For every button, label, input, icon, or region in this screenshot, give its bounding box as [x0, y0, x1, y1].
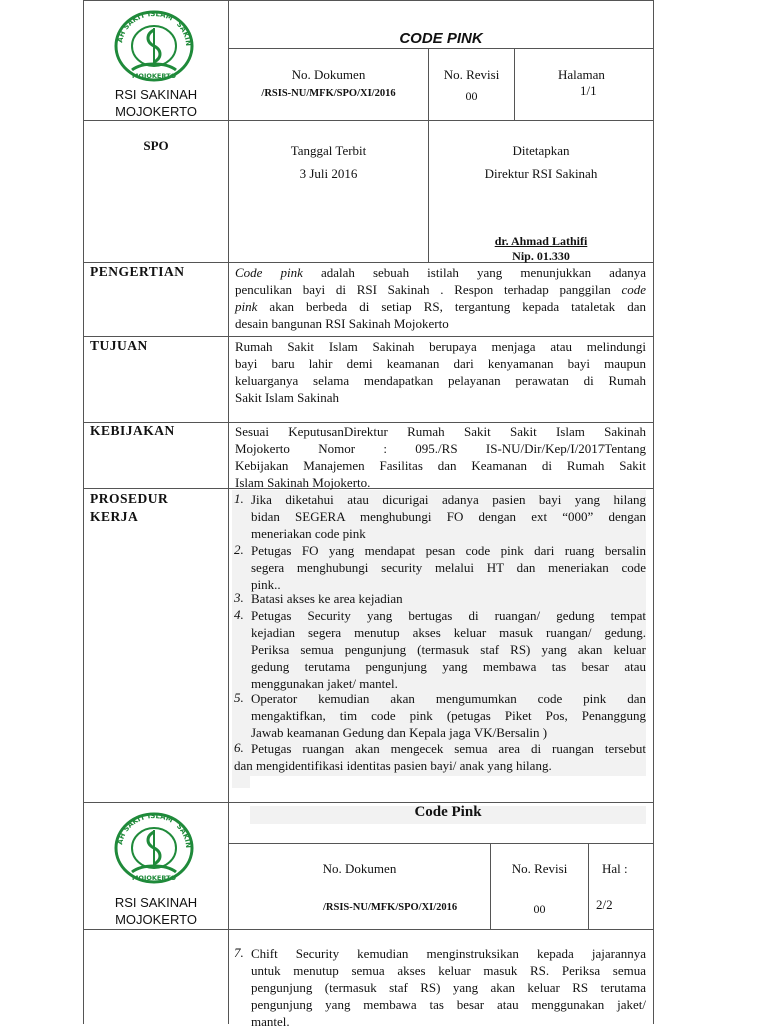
halaman-value: 1/1 — [580, 83, 597, 98]
rule — [653, 0, 654, 1024]
hospital-city: MOJOKERTO — [115, 104, 197, 119]
list-item: Petugas Security yang bertugas di ruangan/ gedung tempat kejadian segera menutup akses keluar masuk ruangan/ gedung. Periksa semua pengunjung (termasuk staf RS) yang akan keluar gedung terutama pengunjung yang membawa tas besar atau menggunakan jaket/ mantel. — [251, 608, 646, 691]
list-number: 7. — [234, 945, 244, 960]
no-dokumen-label: No. Dokumen — [291, 67, 366, 82]
list-number: 4. — [234, 607, 244, 622]
list-number: 1. — [234, 491, 244, 506]
hospital-city: MOJOKERTO — [115, 912, 197, 927]
shaded-area — [232, 776, 250, 788]
no-dokumen-value: /RSIS-NU/MFK/SPO/XI/2016 — [261, 88, 396, 99]
kerja-label: KERJA — [90, 509, 139, 524]
hospital-name: RSI SAKINAH — [114, 87, 198, 102]
page-title: CODE PINK — [399, 30, 483, 47]
pengertian-label: PENGERTIAN — [90, 264, 185, 279]
hal-label: Hal : — [602, 861, 628, 876]
list-number: 3. — [234, 590, 244, 605]
list-item: Batasi akses ke area kejadian — [251, 591, 403, 606]
direktur-label: Direktur RSI Sakinah — [484, 166, 598, 181]
hal-value: 2/2 — [596, 897, 613, 912]
tanggal-label: Tanggal Terbit — [290, 143, 367, 158]
logo-text-top: AH SAKIT ISLAM "SAKIN — [116, 9, 193, 47]
list-number: 2. — [234, 542, 244, 557]
rule — [228, 48, 654, 49]
spo-label: SPO — [143, 138, 169, 153]
rule — [514, 48, 515, 120]
rule — [83, 0, 654, 1]
tanggal-value: 3 Juli 2016 — [299, 166, 358, 181]
logo-text-bottom: MOJOKERTO — [131, 874, 177, 882]
hospital-logo — [112, 810, 196, 884]
logo-text-top: AH SAKIT ISLAM "SAKIN — [116, 811, 193, 849]
signer-name: dr. Ahmad Lathifi — [494, 234, 588, 248]
hospital-logo — [112, 8, 196, 82]
hospital-name: RSI SAKINAH — [114, 895, 198, 910]
no-dokumen-value: /RSIS-NU/MFK/SPO/XI/2016 — [323, 902, 458, 913]
rule — [83, 802, 654, 803]
kebijakan-text: Sesuai KeputusanDirektur Rumah Sakit Sakit Islam Sakinah Mojokerto Nomor : 095./RS IS-NU/Dir/Kep/I/2017Tentang Kebijakan Manajemen Fasilitas dan Keamanan di Rumah Sakit Islam Sakinah Mojokerto. — [235, 424, 646, 490]
no-revisi-value: 00 — [465, 89, 478, 103]
list-item: Chift Security kemudian menginstruksikan kepada jajarannya untuk menutup semua akses keluar masuk RS. Periksa semua pengunjung (termasuk staf RS) yang akan keluar RS terutama pengunjung yang membawa tas besar atau menggunakan jaket/ mantel. — [251, 946, 646, 1029]
logo-text-bottom: MOJOKERTO — [131, 72, 177, 80]
svg-text:RUMAH SAKIT ISLAM "SAKINAH" — [112, 8, 192, 47]
list-number: 6. — [234, 740, 244, 755]
prosedur-label: PROSEDUR — [90, 491, 169, 506]
svg-text:RUMAH SAKIT ISLAM "SAKINAH" — [112, 810, 192, 849]
tujuan-label: TUJUAN — [90, 338, 148, 353]
rule — [83, 929, 654, 930]
no-revisi-value: 00 — [533, 902, 546, 916]
no-revisi-label: No. Revisi — [443, 67, 500, 82]
pengertian-text: Code pink adalah sebuah istilah yang menunjukkan adanya penculikan bayi di RSI Sakinah . Respon terhadap panggilan code pink akan berbeda di setiap RS, tergantung kepada tataletak dan desain bangunan RSI Sakinah Mojokerto — [235, 265, 646, 331]
rule — [588, 843, 589, 929]
no-revisi-label: No. Revisi — [511, 861, 568, 876]
rule — [83, 336, 654, 337]
list-item: Operator kemudian akan mengumumkan code pink dan mengaktifkan, tim code pink (petugas Piket Pos, Penanggung Jawab keamanan Gedung dan Kepala jaga VK/Bersalin ) — [251, 691, 646, 740]
list-number: 5. — [234, 690, 244, 705]
list-item: Jika diketahui atau dicurigai adanya pasien bayi yang hilang bidan SEGERA menghubungi FO dengan ext “000” dengan meneriakan code pink — [251, 492, 646, 541]
signer-nip: Nip. 01.330 — [512, 249, 570, 263]
page-title-2: Code Pink — [414, 804, 482, 820]
kebijakan-label: KEBIJAKAN — [90, 423, 175, 438]
list-item: Petugas ruangan akan mengecek semua area di ruangan tersebut dan mengidentifikasi identitas pasien bayi/ anak yang hilang. — [234, 741, 646, 773]
rule — [83, 120, 654, 121]
no-dokumen-label: No. Dokumen — [322, 861, 397, 876]
ditetapkan-label: Ditetapkan — [512, 143, 570, 158]
list-item: Petugas FO yang mendapat pesan code pink dari ruang bersalin segera menghubungi security melalui HT dan meneriakan code pink.. — [251, 543, 646, 592]
halaman-label: Halaman — [558, 67, 605, 82]
tujuan-text: Rumah Sakit Islam Sakinah berupaya menjaga atau melindungi bayi baru lahir demi keamanan dari kenyamanan bayi maupun keluarganya selama mendapatkan pelayanan perawatan di Rumah Sakit Islam Sakinah — [235, 339, 646, 405]
rule — [228, 843, 654, 844]
